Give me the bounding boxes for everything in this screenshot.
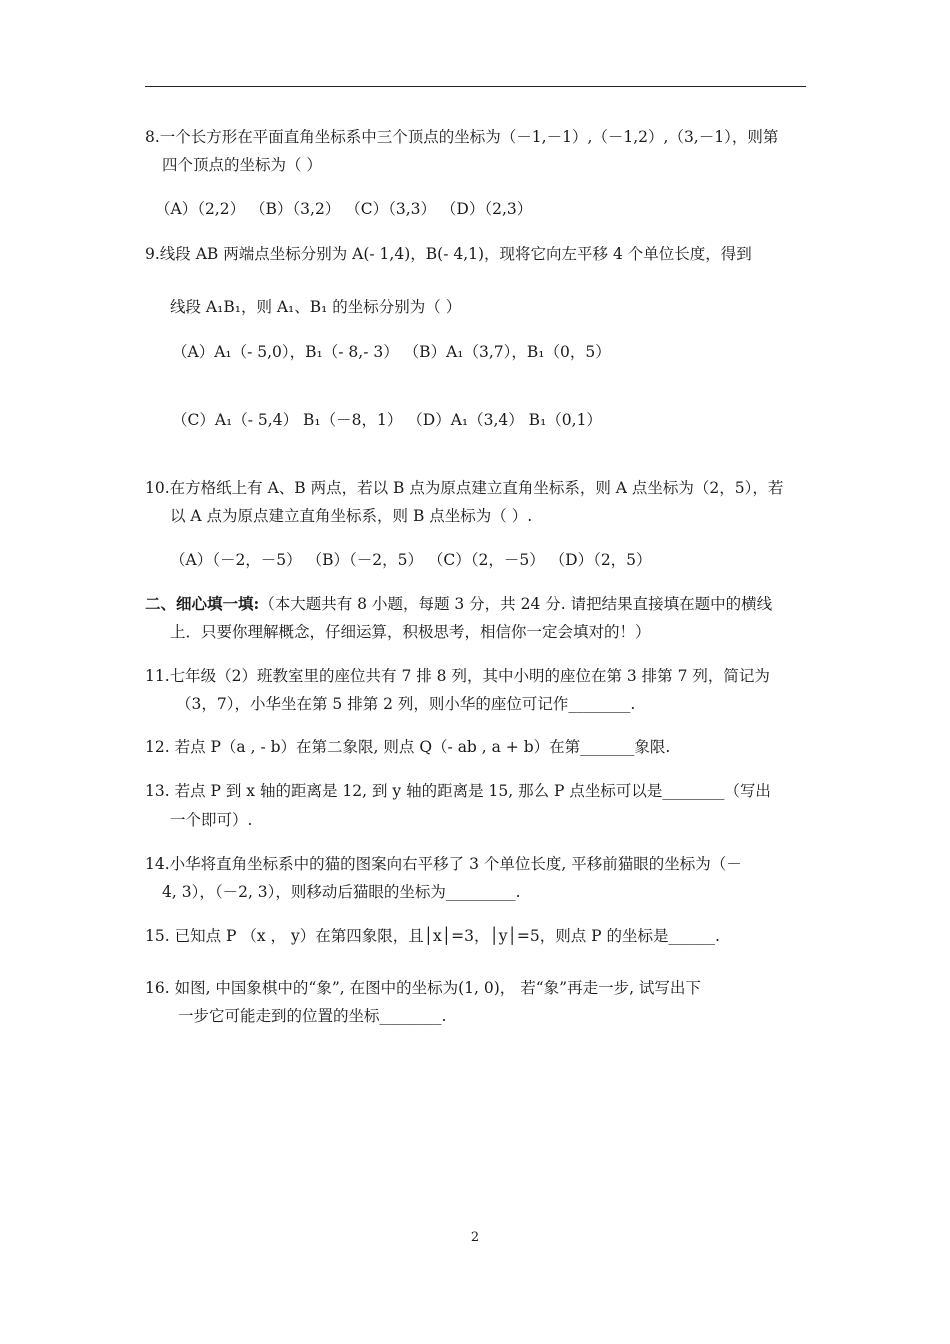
q10-line2: 以 A 点为原点建立直角坐标系，则 B 点坐标为（ ）. (170, 507, 533, 525)
q11-line2: （3，7），小华坐在第 5 排第 2 列，则小华的座位可记作________. (176, 695, 636, 713)
section2-title: 二、细心填一填: (145, 594, 260, 613)
q8-line1: 8.一个长方形在平面直角坐标系中三个顶点的坐标为（－1,－1）,（－1,2）,（3,－1），则第 (145, 128, 779, 146)
q9-options-cd: （C）A₁（- 5,4） B₁（－8，1） （D）A₁（3,4） B₁（0,1） (172, 411, 602, 429)
q14-line1: 14.小华将直角坐标系中的猫的图案向右平移了 3 个单位长度, 平移前猫眼的坐标为（－ (145, 855, 742, 873)
q8-options: （A）（2,2） （B）（3,2） （C）（3,3） （D）（2,3） (155, 200, 533, 218)
section2-line1 (145, 593, 772, 615)
section2-line2: 上．只要你理解概念，仔细运算，积极思考，相信你一定会填对的！） (170, 623, 651, 641)
q8-line2: 四个顶点的坐标为（ ） (162, 156, 322, 174)
page-number: 2 (470, 1230, 480, 1245)
q12-line1: 12. 若点 P（a , - b）在第二象限, 则点 Q（- ab , a + b）在第_______象限. (145, 738, 671, 756)
q10-options: （A）（－2，－5） （B）（－2，5） （C）（2，－5） （D）（2，5） (170, 551, 652, 569)
q9-line2: 线段 A₁B₁，则 A₁、B₁ 的坐标分别为（ ） (170, 298, 462, 316)
q15-line1: 15. 已知点 P （x ， y）在第四象限，且│x│=3，│y│=5，则点 P 的坐标是______. (145, 927, 720, 945)
q14-line2: 4, 3），（－2, 3），则移动后猫眼的坐标为_________. (162, 883, 521, 901)
q13-line2: 一个即可）. (170, 811, 253, 829)
q16-line1: 16. 如图, 中国象棋中的“象”, 在图中的坐标为(1, 0)， 若“象”再走一步, 试写出下 (145, 979, 701, 997)
q9-line1: 9.线段 AB 两端点坐标分别为 A(- 1,4)，B(- 4,1)，现将它向左平移 4 个单位长度，得到 (145, 245, 752, 263)
q10-line1: 10.在方格纸上有 A、B 两点，若以 B 点为原点建立直角坐标系，则 A 点坐标为（2，5），若 (145, 479, 784, 497)
q16-line2: 一步它可能走到的位置的坐标________. (178, 1007, 447, 1025)
q9-options-ab: （A）A₁（- 5,0），B₁（- 8,- 3） （B）A₁（3,7），B₁（0，5） (172, 343, 611, 361)
section2-intro: （本大题共有 8 小题，每题 3 分，共 24 分. 请把结果直接填在题中的横线 (259, 595, 773, 613)
header-rule (145, 86, 806, 87)
q11-line1: 11.七年级（2）班教室里的座位共有 7 排 8 列，其中小明的座位在第 3 排第 7 列，简记为 (145, 667, 770, 685)
q13-line1: 13. 若点 P 到 x 轴的距离是 12, 到 y 轴的距离是 15, 那么 P 点坐标可以是________（写出 (145, 782, 771, 800)
